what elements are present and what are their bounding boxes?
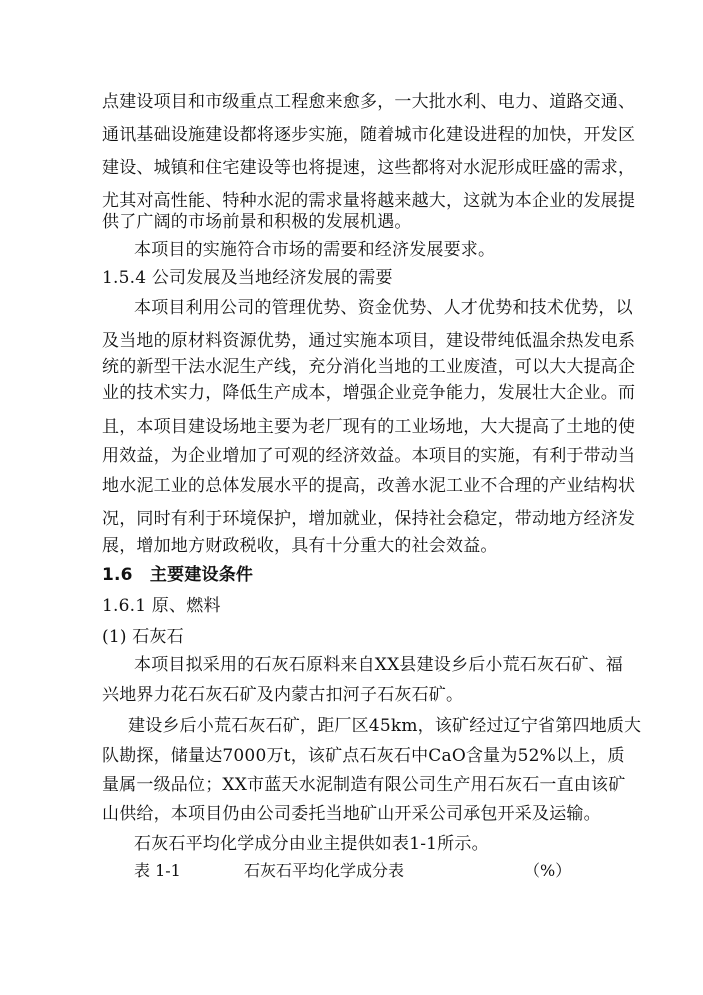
paragraph-6: 石灰石平均化学成分由业主提供如表1-1所示。 xyxy=(134,834,489,854)
paragraph-3-line-4: 业的技术实力，降低生产成本，增强企业竞争能力，发展壮大企业。而 xyxy=(102,383,636,403)
section-heading-1-6: 1.6 主要建设条件 xyxy=(102,565,254,585)
table-unit: （%） xyxy=(524,861,572,880)
paragraph-1-line-2: 通讯基础设施建设都将逐步实施，随着城市化建设进程的加快，开发区 xyxy=(102,125,636,145)
paragraph-4-line-1: 本项目拟采用的石灰石原料来自XX县建设乡后小荒石灰石矿、福 xyxy=(134,655,624,675)
section-heading-1-5-4: 1.5.4 公司发展及当地经济发展的需要 xyxy=(102,268,393,288)
paragraph-1-line-5: 供了广阔的市场前景和积极的发展机遇。 xyxy=(102,212,412,232)
paragraph-3-line-3: 统的新型干法水泥生产线，充分消化当地的工业废渣，可以大大提高企 xyxy=(102,357,636,377)
paragraph-3-line-1: 本项目利用公司的管理优势、资金优势、人才优势和技术优势，以 xyxy=(134,298,633,318)
paragraph-3-line-8: 况，同时有利于环境保护，增加就业，保持社会稳定，带动地方经济发 xyxy=(102,509,636,529)
section-heading-1-6-1: 1.6.1 原、燃料 xyxy=(102,596,221,616)
paragraph-3-line-5: 且，本项目建设场地主要为老厂现有的工业场地，大大提高了土地的使 xyxy=(102,417,636,437)
paragraph-3-line-9: 展，增加地方财政税收，具有十分重大的社会效益。 xyxy=(102,536,498,556)
paragraph-3-line-7: 地水泥工业的总体发展水平的提高，改善水泥工业不合理的产业结构状 xyxy=(102,476,636,496)
list-item-limestone: (1) 石灰石 xyxy=(102,627,184,647)
table-title: 石灰石平均化学成分表 xyxy=(244,861,405,880)
paragraph-5-line-2: 队勘探，储量达7000万t，该矿点石灰石中CaO含量为52%以上，质 xyxy=(102,746,625,766)
paragraph-5-line-3: 量属一级品位；XX市蓝天水泥制造有限公司生产用石灰石一直由该矿 xyxy=(102,775,626,795)
paragraph-5-line-4: 山供给，本项目仍由公司委托当地矿山开采公司承包开采及运输。 xyxy=(102,804,601,824)
paragraph-3-line-6: 用效益，为企业增加了可观的经济效益。本项目的实施，有利于带动当 xyxy=(102,446,636,466)
paragraph-1-line-4: 尤其对高性能、特种水泥的需求量将越来越大，这就为本企业的发展提 xyxy=(102,191,636,211)
paragraph-4-line-2: 兴地界力花石灰石矿及内蒙古扣河子石灰石矿。 xyxy=(102,685,464,705)
paragraph-2: 本项目的实施符合市场的需要和经济发展要求。 xyxy=(134,240,496,260)
paragraph-1-line-3: 建设、城镇和住宅建设等也将提速，这些都将对水泥形成旺盛的需求， xyxy=(102,158,636,178)
table-number: 表 1-1 xyxy=(134,861,181,880)
paragraph-5-line-1: 建设乡后小荒石灰石矿，距厂区45km，该矿经过辽宁省第四地质大 xyxy=(128,716,642,736)
paragraph-1-line-1: 点建设项目和市级重点工程愈来愈多，一大批水利、电力、道路交通、 xyxy=(102,92,636,112)
paragraph-3-line-2: 及当地的原材料资源优势，通过实施本项目，建设带纯低温余热发电系 xyxy=(102,331,636,351)
table-caption xyxy=(134,860,574,882)
